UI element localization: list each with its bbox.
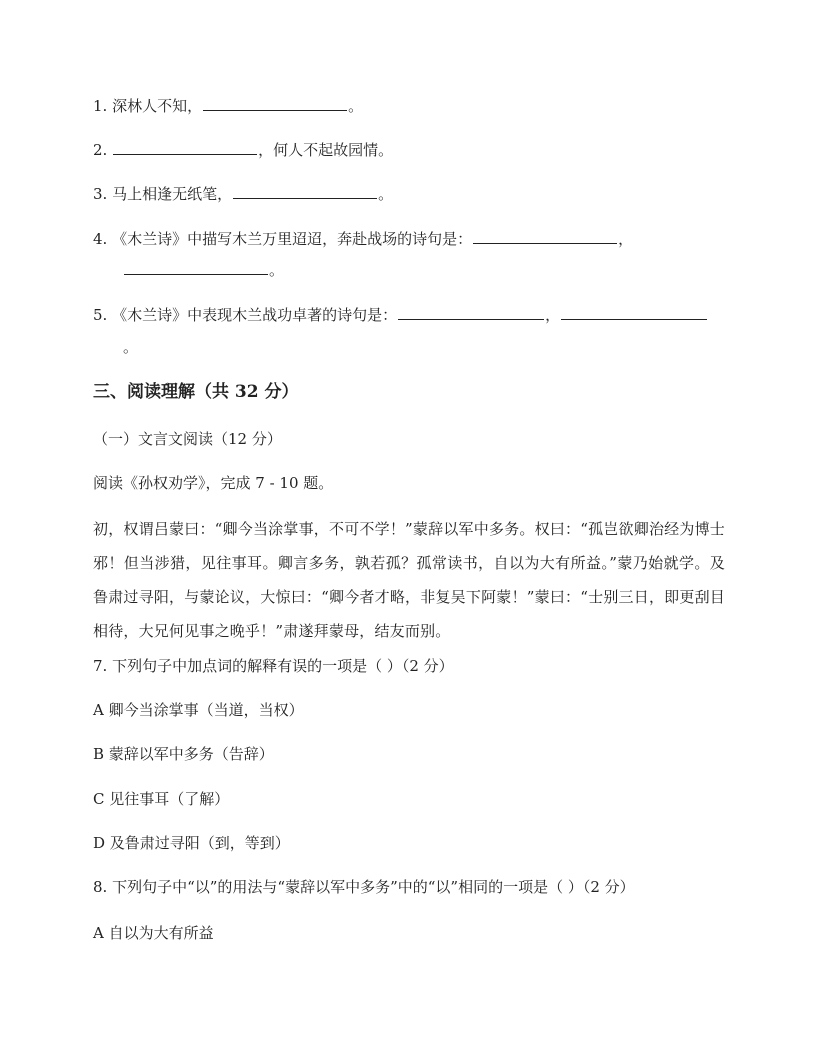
- option-d[interactable]: D 及鲁肃过寻阳（到，等到）: [93, 834, 290, 852]
- question-3: [93, 183, 393, 205]
- question-text: 。: [123, 338, 139, 356]
- question-2: [93, 139, 393, 161]
- question-text: 《木兰诗》中描写木兰万里迢迢，奔赴战场的诗句是：: [112, 230, 473, 248]
- question-number: 5.: [93, 306, 113, 324]
- question-number: 2.: [93, 141, 113, 159]
- question-8-stem: 8. 下列句子中“以”的用法与“蒙辞以军中多务”中的“以”相同的一项是（ ）（2 分）: [93, 878, 635, 896]
- answer-blank[interactable]: [203, 96, 347, 111]
- answer-blank[interactable]: [473, 229, 617, 244]
- question-text: 。: [269, 261, 285, 279]
- subsection-heading: （一）文言文阅读（12 分）: [93, 430, 282, 448]
- question-4: [93, 228, 633, 250]
- option-a[interactable]: A 自以为大有所益: [93, 924, 214, 942]
- question-text: ，何人不起故园情。: [258, 141, 394, 159]
- answer-blank[interactable]: [398, 305, 544, 320]
- section-heading: 三、阅读理解（共 32 分）: [93, 382, 299, 402]
- question-text: 马上相逢无纸笔，: [112, 185, 233, 203]
- question-text: 《木兰诗》中表现木兰战功卓著的诗句是：: [112, 306, 398, 324]
- question-number: 3.: [93, 185, 113, 203]
- question-text: 。: [378, 185, 394, 203]
- question-5-continued: [123, 336, 138, 358]
- question-7-stem: 7. 下列句子中加点词的解释有误的一项是（ ）（2 分）: [93, 657, 454, 675]
- classical-passage: 初，权谓吕蒙曰：“卿今当涂掌事，不可不学！”蒙辞以军中多务。权曰：“孤岂欲卿治经为博士邪！但当涉猎，见往事耳。卿言多务，孰若孤？孤常读书，自以为大有所益。”蒙乃始就学。及鲁肃过寻阳，与蒙论议，大惊曰：“卿今者才略，非复吴下阿蒙！”蒙曰：“士别三日，即更刮目相待，大兄何见事之晚乎！”肃遂拜蒙母，结友而别。: [93, 520, 725, 640]
- question-5: [93, 304, 708, 326]
- question-text: 深林人不知，: [112, 97, 203, 115]
- answer-blank[interactable]: [124, 260, 268, 275]
- option-b[interactable]: B 蒙辞以军中多务（告辞）: [93, 745, 274, 763]
- question-text: ，: [545, 306, 561, 324]
- question-number: 4.: [93, 230, 113, 248]
- question-text: ，: [618, 230, 634, 248]
- instruction-text: 阅读《孙权劝学》，完成 7 - 10 题。: [93, 474, 334, 492]
- question-4-continued: [123, 259, 284, 281]
- question-1: [93, 95, 363, 117]
- question-text: 。: [348, 97, 364, 115]
- question-number: 1.: [93, 97, 113, 115]
- answer-blank[interactable]: [561, 305, 707, 320]
- option-a[interactable]: A 卿今当涂掌事（当道，当权）: [93, 701, 304, 719]
- option-c[interactable]: C 见往事耳（了解）: [93, 790, 230, 808]
- answer-blank[interactable]: [113, 140, 257, 155]
- answer-blank[interactable]: [233, 184, 377, 199]
